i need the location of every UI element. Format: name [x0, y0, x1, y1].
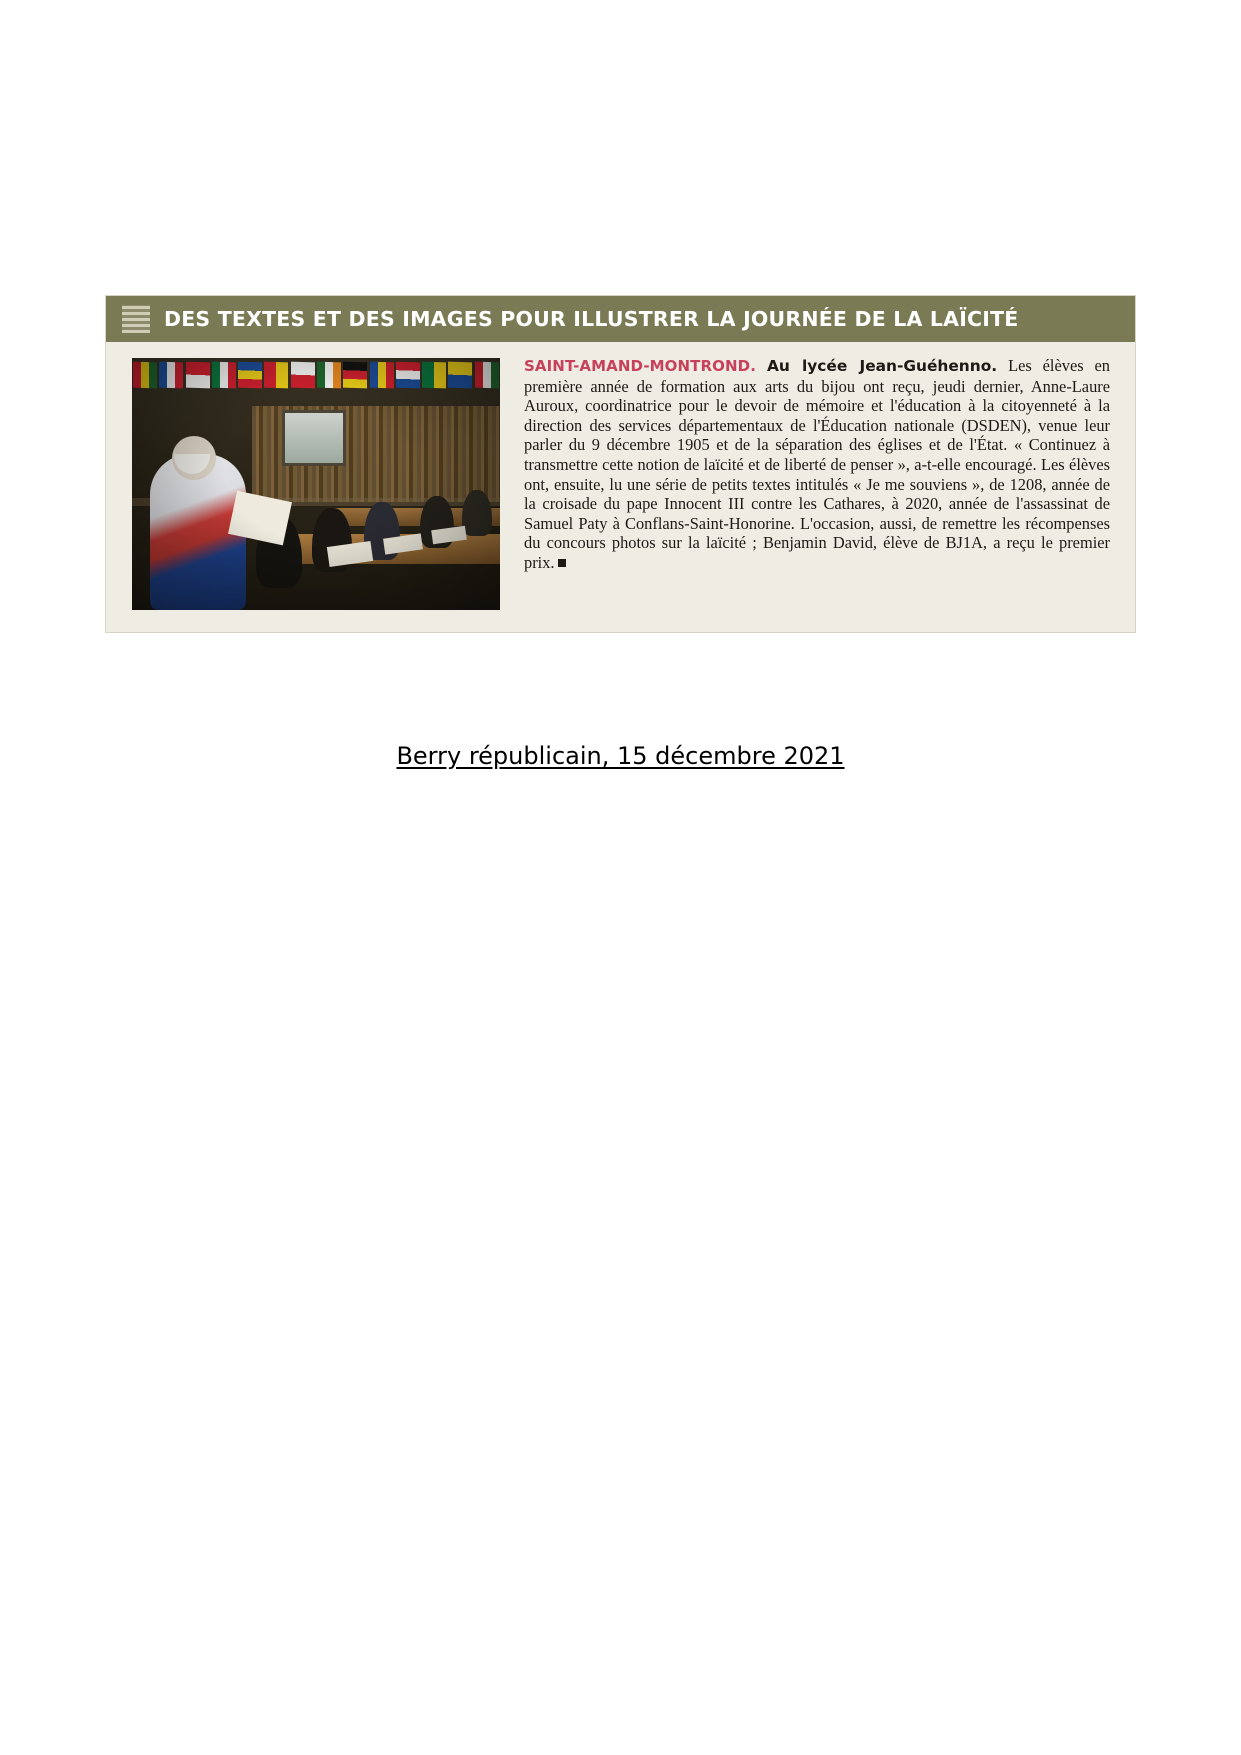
- article-body: Les élèves en première année de formation aux arts du bijou ont reçu, jeudi dernier, Anne-Laure Auroux, coordinatrice pour le devoir de mémoire et l'éducation à la citoyenneté à la direction des services départementaux de l'Éducation nationale (DSDEN), venue leur parler du 9 décembre 1905 et de la séparation des églises et de l'État. « Continuez à transmettre cette notion de laïcité et de liberté de penser », a-t-elle encouragé. Les élèves ont, ensuite, lu une série de petits textes intitulés « Je me souviens », de 1208, année de la croisade du pape Innocent III contre les Cathares, à 2020, année de l'assassinat de Samuel Paty à Conflans-Saint-Honorine. L'occasion, aussi, de remettre les récompenses du concours photos sur la laïcité ; Benjamin David, élève de BJ1A, a reçu le premier prix.: [524, 356, 1110, 572]
- source-caption-text: Berry républicain, 15 décembre 2021: [396, 742, 845, 770]
- article-kicker: SAINT-AMAND-MONTROND.: [524, 357, 757, 375]
- article-end-mark: [558, 559, 566, 567]
- source-caption: [0, 742, 1241, 770]
- clipping-photo: [132, 358, 500, 610]
- banner-logo-icon: [122, 305, 150, 333]
- clipping-article-text: [524, 356, 1110, 573]
- photo-vignette: [132, 358, 500, 610]
- clipping-headline-banner: [106, 296, 1135, 342]
- article-lede-bold: Au lycée Jean-Guéhenno.: [766, 357, 998, 375]
- clipping-headline-text: DES TEXTES ET DES IMAGES POUR ILLUSTRER LA JOURNÉE DE LA LAÏCITÉ: [164, 307, 1019, 331]
- newspaper-clipping: [106, 296, 1135, 632]
- photo-scene: [132, 358, 500, 610]
- clipping-body: [106, 342, 1135, 632]
